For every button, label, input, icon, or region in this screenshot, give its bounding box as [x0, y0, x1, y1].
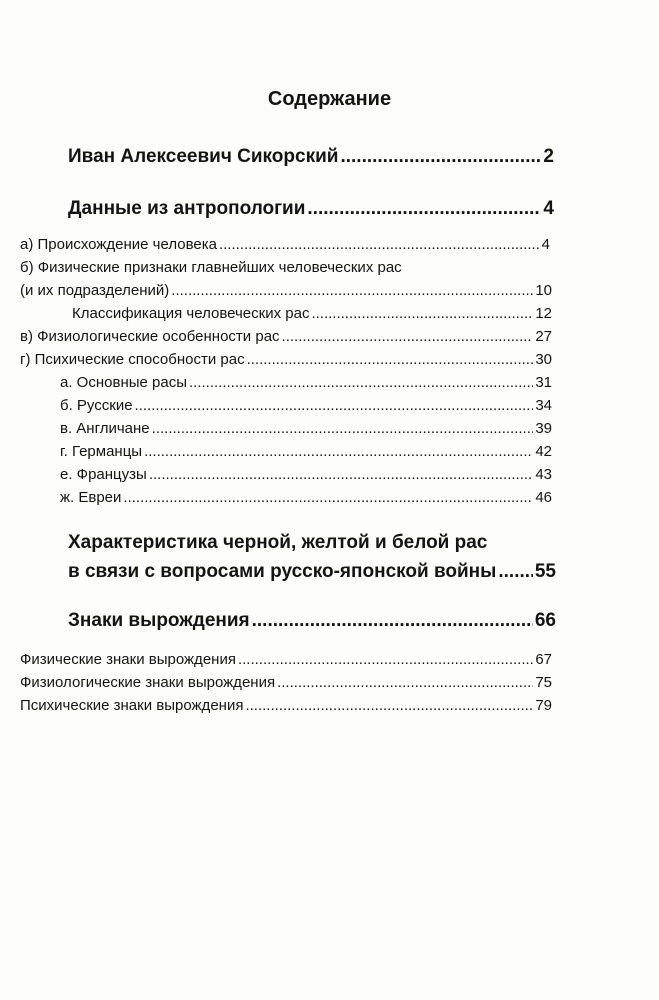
toc-page-number: 34 [535, 397, 552, 414]
toc-entry-label: в связи с вопросами русско-японской войны [68, 561, 497, 582]
toc-entry-label: г. Германцы [60, 443, 143, 460]
toc-page-number: 67 [535, 651, 552, 668]
toc-entry-anthropology[interactable] [68, 198, 554, 220]
toc-subentry[interactable] [20, 282, 552, 299]
toc-entry-label: б. Русские [60, 397, 133, 414]
toc-entry-label: г) Психические способности рас [20, 351, 245, 368]
toc-subentry[interactable] [60, 374, 552, 391]
dot-leader [307, 198, 541, 220]
dot-leader [189, 374, 533, 391]
toc-page-number: 39 [535, 420, 552, 437]
toc-subentry[interactable] [20, 651, 552, 668]
toc-subentry[interactable] [72, 305, 552, 322]
toc-page-number: 46 [535, 489, 552, 506]
toc-entry-label: Физические знаки вырождения [20, 651, 236, 668]
toc-page-number: 12 [535, 305, 552, 322]
toc-subentry[interactable] [60, 420, 552, 437]
toc-page-number: 2 [543, 146, 554, 167]
toc-entry-races[interactable] [68, 561, 556, 583]
toc-subentry[interactable] [20, 674, 552, 691]
toc-entry-label: Физиологические знаки вырождения [20, 674, 276, 691]
dot-leader [152, 420, 534, 437]
toc-entry-label: а. Основные расы [60, 374, 187, 391]
dot-leader [171, 282, 533, 299]
toc-entry-label: е. Французы [60, 466, 147, 483]
toc-entry-label: Знаки вырождения [68, 610, 250, 631]
dot-leader [149, 466, 534, 483]
toc-subentry[interactable] [20, 697, 552, 714]
dot-leader [247, 351, 534, 368]
dot-leader [219, 236, 540, 253]
toc-page-number: 30 [535, 351, 552, 368]
toc-page-number: 43 [535, 466, 552, 483]
dot-leader [498, 561, 532, 583]
toc-entry-label: Иван Алексеевич Сикорский [68, 146, 339, 167]
toc-entry-label: Классификация человеческих рас [72, 305, 310, 322]
dot-leader [123, 489, 533, 506]
toc-subentry[interactable] [20, 328, 552, 345]
toc-subentry[interactable] [20, 351, 552, 368]
page-title: Содержание [267, 88, 392, 110]
toc-entry-degeneration[interactable] [68, 610, 556, 632]
toc-page-number: 4 [543, 198, 554, 219]
toc-page-number: 27 [535, 328, 552, 345]
dot-leader [252, 610, 533, 632]
toc-subentry[interactable] [20, 236, 550, 253]
toc-entry-label: Психические знаки вырождения [20, 697, 244, 714]
toc-subentry[interactable] [60, 397, 552, 414]
toc-page-number: 75 [535, 674, 552, 691]
toc-entry-label: в) Физиологические особенности рас [20, 328, 280, 345]
dot-leader [245, 697, 533, 714]
toc-page-number: 4 [541, 236, 550, 253]
toc-subentry-heading[interactable]: б) Физические признаки главнейших человеческих рас [20, 259, 402, 276]
toc-entry-label: Данные из антропологии [68, 198, 306, 219]
toc-page-number: 55 [534, 561, 556, 582]
toc-entry-races-line1[interactable]: Характеристика черной, желтой и белой рас [68, 532, 488, 553]
toc-page-number: 66 [534, 610, 556, 631]
toc-entry-label: ж. Евреи [60, 489, 122, 506]
toc-subentry[interactable] [60, 489, 552, 506]
dot-leader [340, 146, 541, 168]
toc-entry-label: а) Происхождение человека [20, 236, 217, 253]
dot-leader [238, 651, 533, 668]
dot-leader [135, 397, 534, 414]
toc-entry-label: (и их подразделений) [20, 282, 170, 299]
toc-entry-sikorsky[interactable] [68, 146, 554, 168]
toc-subentry[interactable] [60, 466, 552, 483]
dot-leader [144, 443, 533, 460]
toc-entry-label: в. Англичане [60, 420, 150, 437]
toc-subentry[interactable] [60, 443, 552, 460]
toc-page-number: 10 [535, 282, 552, 299]
toc-page-number: 42 [535, 443, 552, 460]
dot-leader [311, 305, 533, 322]
dot-leader [277, 674, 533, 691]
toc-page-number: 79 [535, 697, 552, 714]
toc-page-number: 31 [535, 374, 552, 391]
dot-leader [282, 328, 534, 345]
